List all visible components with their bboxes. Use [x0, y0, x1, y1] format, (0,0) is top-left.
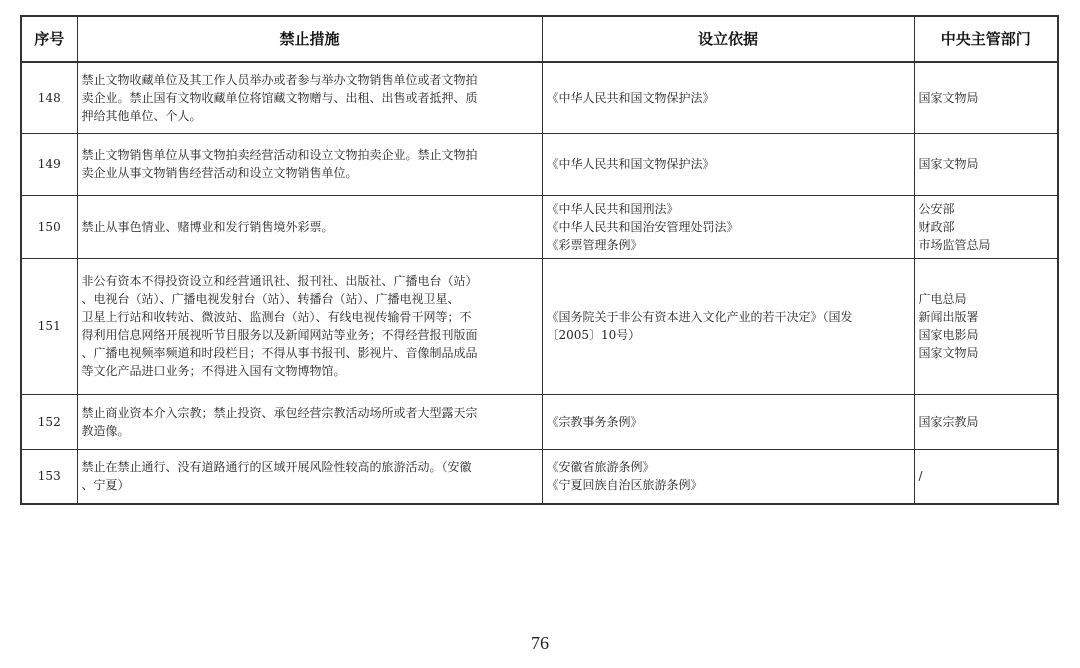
cell-prohibition-measure-line: 禁止在禁止通行、没有道路通行的区域开展风险性较高的旅游活动。（安徽	[81, 460, 472, 475]
cell-prohibition-measure-line: 禁止文物收藏单位及其工作人员举办或者参与举办文物销售单位或者文物拍	[81, 72, 478, 87]
cell-prohibition-measure-line: 教造像。	[81, 423, 130, 438]
cell-legal-basis-line: 《宁夏回族自治区旅游条例》	[546, 478, 703, 493]
cell-prohibition-measure-line: 等文化产品进口业务；不得进入国有文物博物馆。	[81, 364, 346, 378]
cell-legal-basis	[542, 258, 914, 394]
cell-central-department-line: 公安部	[918, 201, 955, 216]
cell-legal-basis	[542, 394, 914, 449]
cell-legal-basis	[542, 62, 914, 133]
cell-central-department	[914, 62, 1058, 133]
cell-prohibition-measure-line: 、电视台（站）、广播电视发射台（站）、转播台（站）、广播电视卫星、	[81, 292, 460, 306]
cell-central-department	[914, 449, 1058, 504]
cell-serial-number: 149	[21, 133, 77, 195]
table-row	[21, 394, 1058, 449]
cell-prohibition-measure-line: 得利用信息网络开展视听节目服务以及新闻网站等业务；不得经营报刊版面	[81, 328, 478, 342]
table-row	[21, 449, 1058, 504]
header-central-department: 中央主管部门	[914, 16, 1058, 62]
cell-prohibition-measure-line: 卫星上行站和收转站、微波站、监测台（站）、有线电视传输骨干网等；不	[81, 310, 472, 324]
cell-prohibition-measure	[77, 195, 542, 258]
cell-central-department	[914, 394, 1058, 449]
header-serial-number: 序号	[21, 16, 77, 62]
cell-prohibition-measure-line: 卖企业。禁止国有文物收藏单位将馆藏文物赠与、出租、出售或者抵押、质	[81, 90, 478, 105]
cell-central-department-line: 新闻出版署	[918, 310, 979, 324]
cell-prohibition-measure-line: 禁止从事色情业、赌博业和发行销售境外彩票。	[81, 219, 334, 234]
cell-central-department-line: 国家文物局	[918, 90, 979, 105]
cell-legal-basis-line: 《中华人民共和国刑法》	[546, 201, 679, 216]
cell-serial-number: 152	[21, 394, 77, 449]
header-legal-basis: 设立依据	[542, 16, 914, 62]
cell-legal-basis	[542, 133, 914, 195]
cell-legal-basis-line: 《宗教事务条例》	[546, 414, 643, 429]
cell-prohibition-measure-line: 、广播电视频率频道和时段栏目；不得从事书报刊、影视片、音像制品成品	[81, 346, 478, 360]
table-body	[21, 62, 1058, 504]
cell-prohibition-measure-line: 禁止商业资本介入宗教；禁止投资、承包经营宗教活动场所或者大型露天宗	[81, 405, 478, 420]
table-row	[21, 195, 1058, 258]
cell-prohibition-measure-line: 押给其他单位、个人。	[81, 108, 202, 123]
prohibition-table	[20, 15, 1059, 505]
cell-serial-number: 151	[21, 258, 77, 394]
cell-legal-basis-line: 《彩票管理条例》	[546, 237, 643, 252]
cell-serial-number: 150	[21, 195, 77, 258]
cell-prohibition-measure-line: 卖企业从事文物销售经营活动和设立文物销售单位。	[81, 166, 358, 180]
cell-central-department-line: 国家电影局	[918, 328, 979, 342]
cell-central-department-line: 国家文物局	[918, 157, 979, 171]
cell-legal-basis-line: 《中华人民共和国治安管理处罚法》	[546, 219, 739, 234]
cell-prohibition-measure-line: 、宁夏）	[81, 478, 130, 493]
cell-serial-number: 153	[21, 449, 77, 504]
table-header-row	[21, 16, 1058, 62]
cell-legal-basis-line: 《安徽省旅游条例》	[546, 460, 655, 475]
cell-central-department	[914, 258, 1058, 394]
table-row	[21, 62, 1058, 133]
cell-central-department	[914, 133, 1058, 195]
page-number: 76	[531, 633, 549, 653]
cell-central-department-line: 国家宗教局	[918, 414, 979, 429]
cell-central-department-line: 市场监管总局	[918, 237, 991, 252]
cell-legal-basis-line: 《中华人民共和国文物保护法》	[546, 157, 715, 171]
table-row	[21, 133, 1058, 195]
cell-legal-basis	[542, 449, 914, 504]
cell-legal-basis-line: 《国务院关于非公有资本进入文化产业的若干决定》（国发	[546, 310, 853, 324]
cell-central-department-line: /	[918, 469, 923, 484]
cell-prohibition-measure	[77, 258, 542, 394]
cell-prohibition-measure	[77, 394, 542, 449]
cell-central-department-line: 财政部	[918, 219, 955, 234]
cell-legal-basis	[542, 195, 914, 258]
cell-legal-basis-line: 《中华人民共和国文物保护法》	[546, 90, 715, 105]
cell-serial-number: 148	[21, 62, 77, 133]
table-row	[21, 258, 1058, 394]
cell-prohibition-measure-line: 禁止文物销售单位从事文物拍卖经营活动和设立文物拍卖企业。禁止文物拍	[81, 148, 478, 162]
cell-legal-basis-line: 〔2005〕10号）	[546, 328, 641, 342]
document-table-container	[20, 15, 1057, 505]
cell-prohibition-measure	[77, 449, 542, 504]
cell-central-department-line: 广电总局	[918, 292, 967, 306]
cell-prohibition-measure	[77, 62, 542, 133]
cell-prohibition-measure	[77, 133, 542, 195]
cell-central-department	[914, 195, 1058, 258]
cell-prohibition-measure-line: 非公有资本不得投资设立和经营通讯社、报刊社、出版社、广播电台（站）	[81, 274, 478, 288]
header-prohibition-measure: 禁止措施	[77, 16, 542, 62]
cell-central-department-line: 国家文物局	[918, 346, 979, 360]
